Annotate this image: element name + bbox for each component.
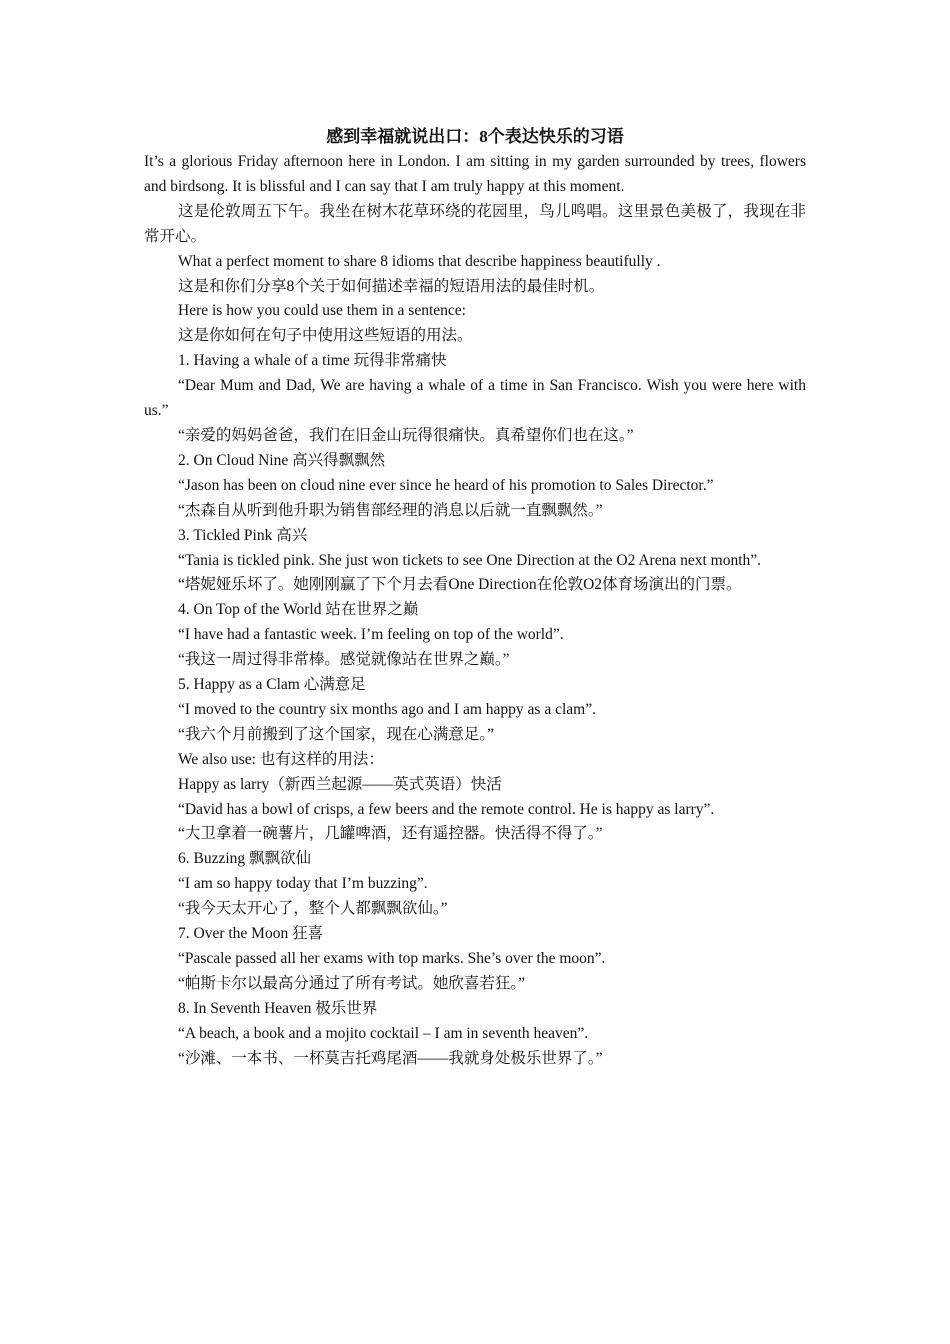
paragraph: What a perfect moment to share 8 idioms that describe happiness beautifully .	[178, 252, 661, 270]
paragraph: It’s a glorious Friday afternoon here in London. I am sitting in my garden surrounded by trees, flowers and birdsong. It is blissful and I can say that I am truly happy at this moment.	[144, 153, 806, 195]
paragraph: We also use: 也有这样的用法：	[178, 750, 384, 768]
paragraph: “我这一周过得非常棒。感觉就像站在世界之巅。”	[178, 651, 510, 669]
paragraph: “亲爱的妈妈爸爸，我们在旧金山玩得很痛快。真希望你们也在这。”	[178, 426, 634, 444]
paragraph: 8. In Seventh Heaven 极乐世界	[178, 999, 378, 1017]
paragraph: 1. Having a whale of a time 玩得非常痛快	[178, 352, 447, 370]
paragraph: “I have had a fantastic week. I’m feeling on top of the world”.	[178, 626, 564, 644]
paragraph: “我今天太开心了，整个人都飘飘欲仙。”	[178, 900, 448, 918]
paragraph: “塔妮娅乐坏了。她刚刚赢了下个月去看One Direction在伦敦O2体育场演出的门票。	[178, 576, 742, 594]
paragraph: 2. On Cloud Nine 高兴得飘飘然	[178, 451, 386, 469]
paragraph: “大卫拿着一碗薯片，几罐啤酒，还有遥控器。快活得不得了。”	[178, 825, 603, 843]
paragraph: 这是你如何在句子中使用这些短语的用法。	[178, 327, 473, 345]
paragraph: “杰森自从听到他升职为销售部经理的消息以后就一直飘飘然。”	[178, 501, 603, 519]
paragraph: “沙滩、一本书、一杯莫吉托鸡尾酒——我就身处极乐世界了。”	[178, 1049, 603, 1067]
paragraph: 这是伦敦周五下午。我坐在树木花草环绕的花园里，鸟儿鸣唱。这里景色美极了，我现在非常开心。	[144, 202, 806, 245]
paragraph: 5. Happy as a Clam 心满意足	[178, 676, 366, 694]
paragraph: “Dear Mum and Dad, We are having a whale of a time in San Francisco. Wish you were here with us.”	[144, 377, 806, 420]
paragraph: “I moved to the country six months ago and I am happy as a clam”.	[178, 700, 596, 718]
paragraph: “I am so happy today that I’m buzzing”.	[178, 875, 428, 893]
paragraph: “帕斯卡尔以最高分通过了所有考试。她欣喜若狂。”	[178, 974, 526, 992]
paragraph: “David has a bowl of crisps, a few beers and the remote control. He is happy as larry”.	[178, 800, 715, 818]
paragraph: “Tania is tickled pink. She just won tickets to see One Direction at the O2 Arena next month”.	[178, 551, 762, 569]
paragraph: Happy as larry（新西兰起源——英式英语）快活	[178, 775, 502, 793]
paragraph: 这是和你们分享8个关于如何描述幸福的短语用法的最佳时机。	[178, 277, 605, 295]
paragraph: 3. Tickled Pink 高兴	[178, 526, 308, 544]
document-page	[144, 124, 806, 1072]
paragraph: Here is how you could use them in a sentence:	[178, 302, 466, 320]
paragraph: 7. Over the Moon 狂喜	[178, 925, 324, 943]
paragraph: “Jason has been on cloud nine ever since he heard of his promotion to Sales Director.”	[178, 476, 714, 494]
paragraph: “我六个月前搬到了这个国家，现在心满意足。”	[178, 725, 495, 743]
paragraph: 6. Buzzing 飘飘欲仙	[178, 850, 312, 868]
paragraph: 4. On Top of the World 站在世界之巅	[178, 601, 419, 619]
document-title: 感到幸福就说出口：8个表达快乐的习语	[326, 127, 624, 146]
paragraph: “A beach, a book and a mojito cocktail – I am in seventh heaven”.	[178, 1024, 589, 1042]
document-body	[144, 150, 806, 1072]
paragraph: “Pascale passed all her exams with top marks. She’s over the moon”.	[178, 950, 606, 967]
